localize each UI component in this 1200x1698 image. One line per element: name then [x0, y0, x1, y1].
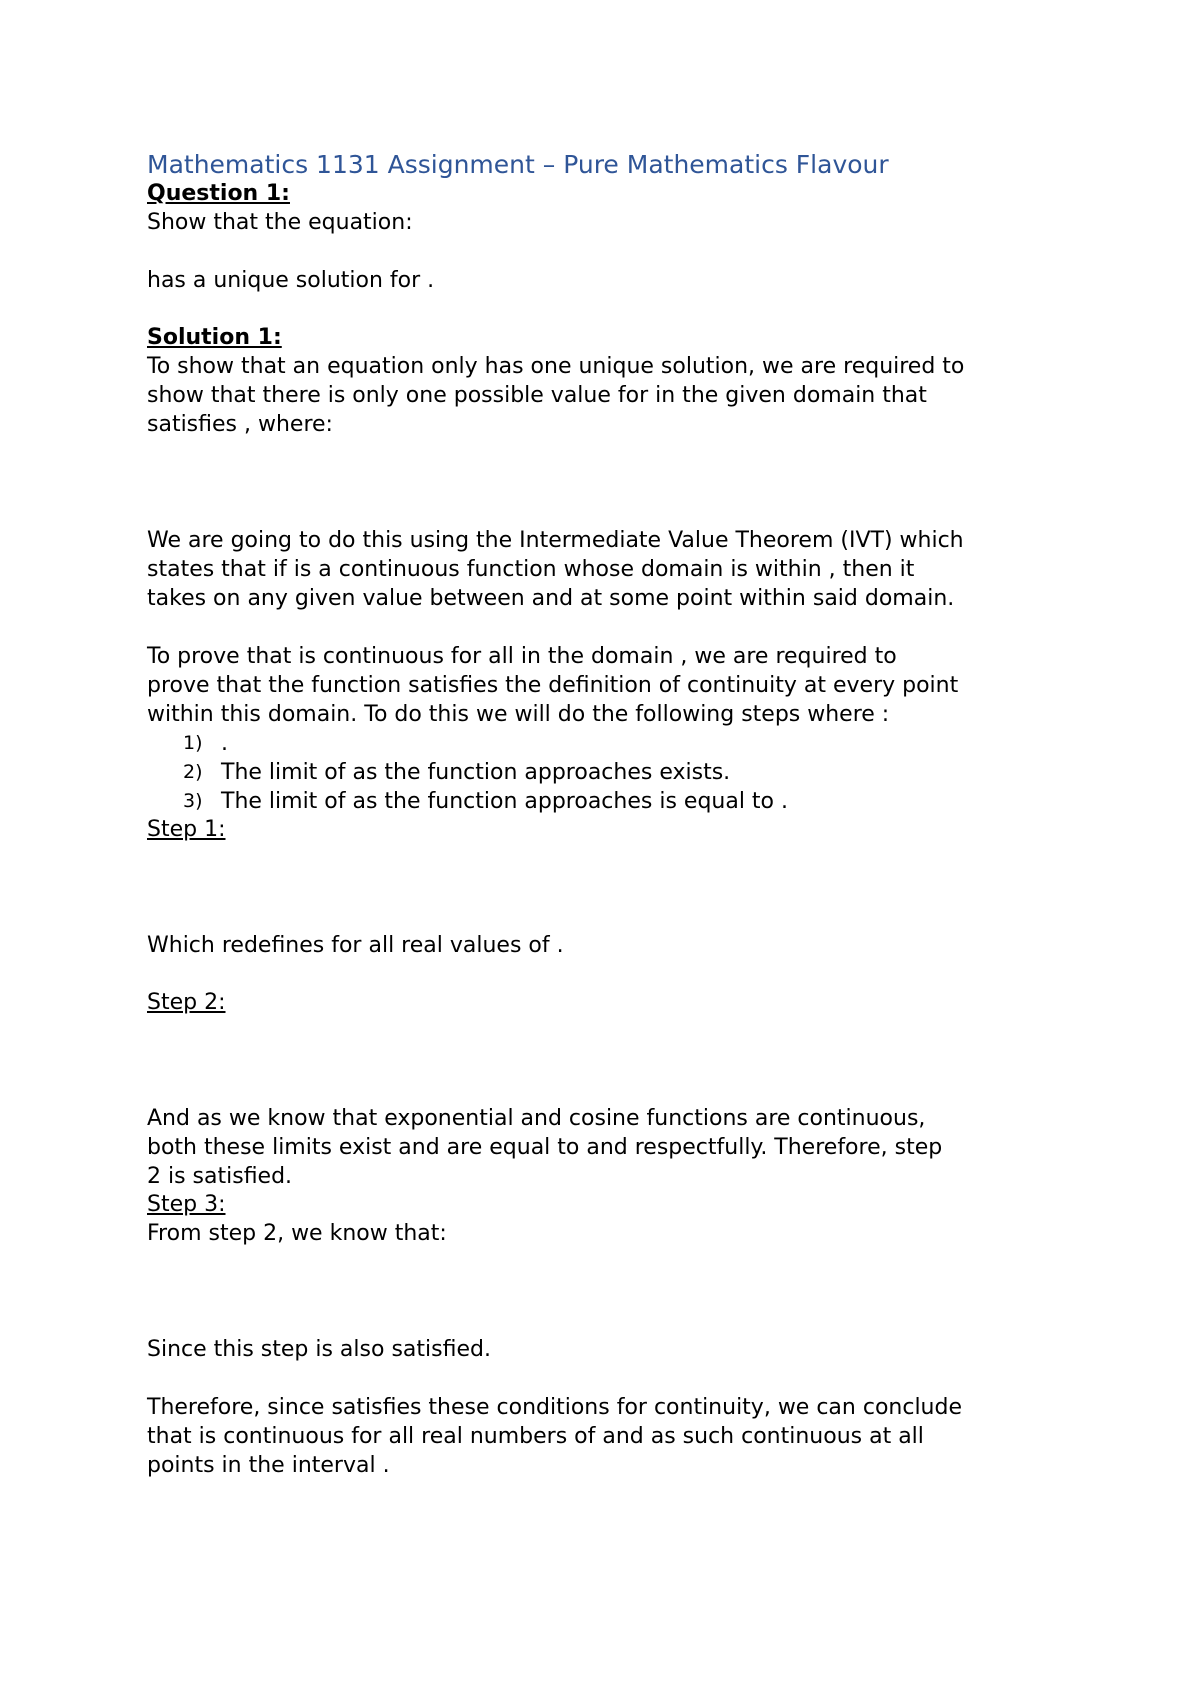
- step2-line: And as we know that exponential and cosine functions are continuous,: [147, 1106, 926, 1131]
- step1-text: Which redefines for all real values of .: [147, 933, 564, 958]
- conclusion-line: that is continuous for all real numbers of and as such continuous at all: [147, 1424, 924, 1449]
- step2-heading: Step 2:: [147, 990, 226, 1015]
- list-item: [147, 729, 1087, 758]
- list-number: 1): [183, 732, 203, 754]
- equation-placeholder: [147, 439, 1087, 526]
- solution-line: satisfies , where:: [147, 412, 333, 437]
- continuity-line: prove that the function satisfies the definition of continuity at every point: [147, 673, 959, 698]
- spacer: [147, 960, 1087, 989]
- equation-placeholder: [147, 1017, 1087, 1104]
- continuity-steps-list: [147, 729, 1087, 816]
- question-line: has a unique solution for .: [147, 268, 435, 293]
- list-item: [147, 787, 1087, 816]
- equation-placeholder: [147, 237, 1087, 266]
- spacer: [147, 1364, 1087, 1393]
- ivt-line: states that if is a continuous function whose domain is within , then it: [147, 557, 915, 582]
- solution-line: show that there is only one possible value for in the given domain that: [147, 383, 927, 408]
- continuity-line: within this domain. To do this we will do the following steps where :: [147, 702, 890, 727]
- ivt-line: We are going to do this using the Intermediate Value Theorem (IVT) which: [147, 528, 964, 553]
- solution-heading: Solution 1:: [147, 325, 282, 350]
- document-title: Mathematics 1131 Assignment – Pure Mathematics Flavour: [147, 150, 889, 179]
- document-body: [147, 150, 1087, 1480]
- question-heading: Question 1:: [147, 181, 290, 206]
- step2-line: 2 is satisfied.: [147, 1164, 293, 1189]
- continuity-line: To prove that is continuous for all in the domain , we are required to: [147, 644, 897, 669]
- ivt-line: takes on any given value between and at some point within said domain.: [147, 586, 955, 611]
- list-number: 2): [183, 761, 203, 783]
- conclusion-line: Therefore, since satisfies these conditions for continuity, we can conclude: [147, 1395, 962, 1420]
- step3-heading: Step 3:: [147, 1192, 226, 1217]
- question-line: Show that the equation:: [147, 210, 413, 235]
- step3-since: Since this step is also satisfied.: [147, 1337, 491, 1362]
- list-text: The limit of as the function approaches exists.: [221, 760, 731, 785]
- list-text: .: [221, 731, 228, 756]
- solution-line: To show that an equation only has one unique solution, we are required to: [147, 354, 965, 379]
- step1-heading: Step 1:: [147, 817, 226, 842]
- spacer: [147, 613, 1087, 642]
- equation-placeholder: [147, 1248, 1087, 1335]
- list-text: The limit of as the function approaches is equal to .: [221, 789, 789, 814]
- step3-text: From step 2, we know that:: [147, 1221, 447, 1246]
- list-item: [147, 758, 1087, 787]
- conclusion-line: points in the interval .: [147, 1453, 390, 1478]
- step2-line: both these limits exist and are equal to and respectfully. Therefore, step: [147, 1135, 943, 1160]
- equation-placeholder: [147, 844, 1087, 931]
- list-number: 3): [183, 790, 203, 812]
- spacer: [147, 295, 1087, 324]
